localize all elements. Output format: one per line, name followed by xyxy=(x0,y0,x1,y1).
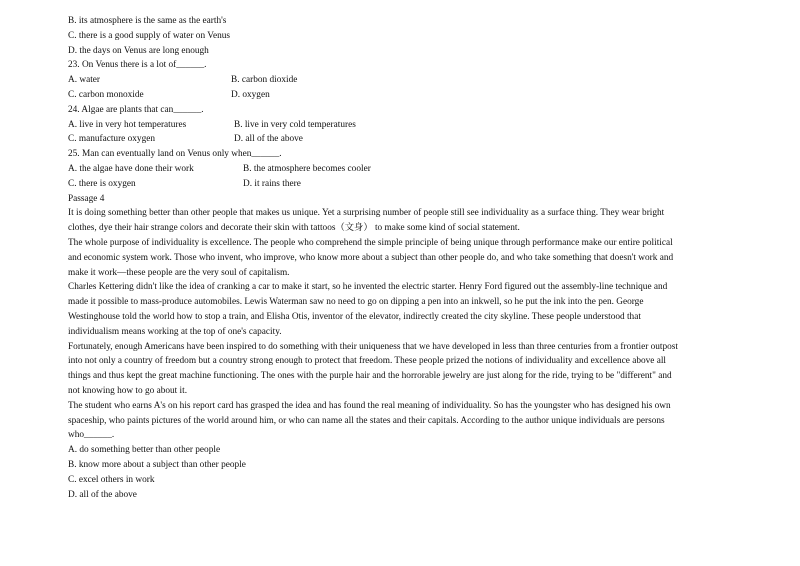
question-26-option-c: C. excel others in work xyxy=(68,474,155,485)
option-d: D. it rains there xyxy=(243,178,301,189)
passage-line: The whole purpose of individuality is excellence. The people who comprehend the simple principle of being unique through performance make our entire political xyxy=(68,237,673,248)
passage-line: The student who earns A's on his report card has grasped the idea and has found the real meaning of individuality. So has the youngster who has designed his own xyxy=(68,400,671,411)
question-24-stem: 24. Algae are plants that can______. xyxy=(68,104,204,115)
document-page xyxy=(68,14,718,502)
option-b: B. the atmosphere becomes cooler xyxy=(243,163,371,174)
option-a: A. live in very hot temperatures xyxy=(68,119,187,130)
passage-line: It is doing something better than other people that makes us unique. Yet a surprising number of people still see individuality as a surface thing. They wear bright xyxy=(68,208,665,219)
passage-line: who______. xyxy=(68,430,115,441)
option-a: A. water xyxy=(68,75,101,86)
passage-line: made it possible to mass-produce automobiles. Lewis Waterman saw no need to go on dipping a pen into an inkwell, so he put the ink into the pen. George xyxy=(68,297,644,308)
passage-line: things and thus kept the great machine functioning. The ones with the purple hair and the horrorable jewelry are just along for the ride, trying to be "different" and xyxy=(68,371,672,382)
option-a: A. the algae have done their work xyxy=(68,163,194,174)
question-24-options-row-2 xyxy=(68,132,718,147)
option-b: B. live in very cold temperatures xyxy=(234,119,356,130)
option-d: D. all of the above xyxy=(234,134,303,145)
question-23-stem: 23. On Venus there is a lot of______. xyxy=(68,60,207,71)
question-24-options-row-1 xyxy=(68,118,718,133)
passage-line: individualism means working at the top of one's capacity. xyxy=(68,326,282,337)
option-b: B. carbon dioxide xyxy=(231,75,298,86)
question-26-option-b: B. know more about a subject than other people xyxy=(68,459,246,470)
question-26-option-d: D. all of the above xyxy=(68,489,137,500)
passage-line: into not only a country of freedom but a country strong enough to protect that freedom. These people prized the notions of individuality and excellence above all xyxy=(68,356,667,367)
question-25-options-row-1 xyxy=(68,162,718,177)
option-d: D. oxygen xyxy=(231,89,270,100)
passage-line: make it work—these people are the very soul of capitalism. xyxy=(68,267,290,278)
option-c: C. manufacture oxygen xyxy=(68,134,155,145)
passage-line: Charles Kettering didn't like the idea of cranking a car to make it start, so he invented the electric starter. Henry Ford figured out the assembly-line technique and xyxy=(68,282,668,293)
passage-line: clothes, dye their hair strange colors and decorate their skin with tattoos（文身） to make some kind of social statement. xyxy=(68,223,520,234)
question-23-options-row-2 xyxy=(68,88,718,103)
option-c: C. carbon monoxide xyxy=(68,89,144,100)
passage-line: Fortunately, enough Americans have been inspired to do something with their uniqueness that we have developed in less than three centuries from a frontier outpost xyxy=(68,341,678,352)
passage-body xyxy=(68,206,718,443)
passage-line: and economic system work. Those who invent, who improve, who know more about a subject than other people do, and who take something that doesn't work and xyxy=(68,252,674,263)
option-line: C. there is a good supply of water on Venus xyxy=(68,30,230,41)
passage-line: not knowing how to go about it. xyxy=(68,385,188,396)
question-26-option-a: A. do something better than other people xyxy=(68,445,221,456)
passage-title: Passage 4 xyxy=(68,193,105,204)
option-line: B. its atmosphere is the same as the earth's xyxy=(68,16,227,26)
question-23-options-row-1 xyxy=(68,73,718,88)
question-25-options-row-2 xyxy=(68,177,718,192)
option-line: D. the days on Venus are long enough xyxy=(68,45,209,56)
passage-line: Westinghouse told the world how to stop a train, and Elisha Otis, inventor of the elevator, indirectly created the city skyline. These people understood that xyxy=(68,311,641,322)
option-c: C. there is oxygen xyxy=(68,178,136,189)
passage-line: spaceship, who paints pictures of the world around him, or who can name all the states and their capitals. According to the author unique individuals are persons xyxy=(68,415,665,426)
question-25-stem: 25. Man can eventually land on Venus only when______. xyxy=(68,149,282,160)
